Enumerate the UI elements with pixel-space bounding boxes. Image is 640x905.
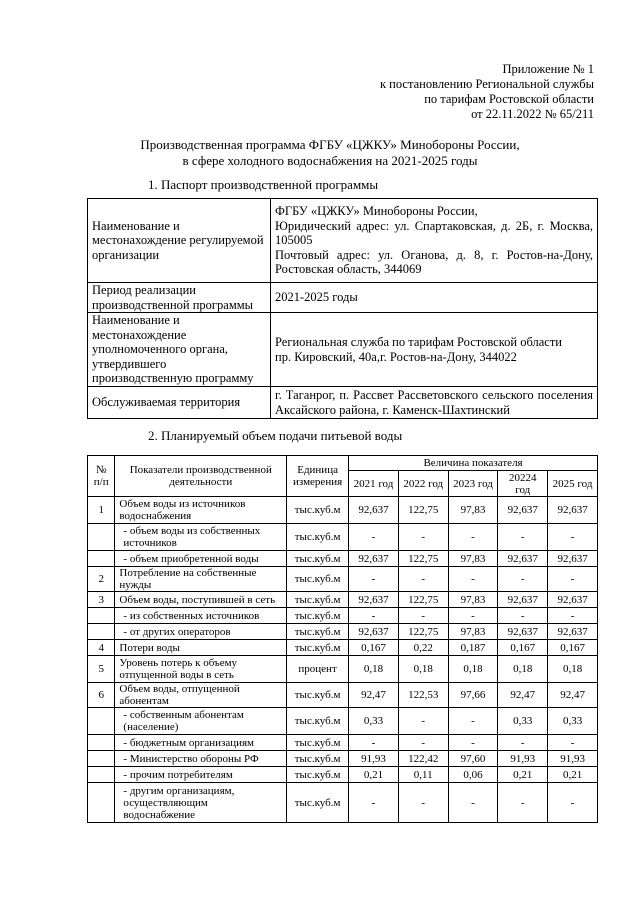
passport-label: Обслуживаемая территория	[88, 387, 271, 419]
passport-table	[87, 198, 598, 419]
row-value: 92,637	[349, 551, 399, 567]
passport-label: Наименование и местонахождение уполномоченного органа, утвердившего производственную программу	[88, 313, 271, 387]
row-unit: тыс.куб.м	[287, 751, 349, 767]
table-row	[88, 567, 598, 592]
table-row	[88, 640, 598, 656]
table-row	[88, 551, 598, 567]
volume-table	[87, 455, 598, 823]
row-value: 0,187	[448, 640, 498, 656]
title-line: в сфере холодного водоснабжения на 2021-2025 годы	[182, 153, 478, 168]
table-row	[88, 783, 598, 823]
row-unit: тыс.куб.м	[287, 683, 349, 708]
row-value: 97,83	[448, 497, 498, 524]
header-unit: Единица измерения	[287, 456, 349, 497]
row-value: 92,637	[349, 624, 399, 640]
row-number	[88, 751, 115, 767]
row-indicator: - Министерство обороны РФ	[115, 751, 287, 767]
row-indicator: - от других операторов	[115, 624, 287, 640]
passport-value	[271, 283, 598, 313]
table-row	[88, 751, 598, 767]
row-number: 4	[88, 640, 115, 656]
row-indicator: - объем воды из собственных источников	[115, 524, 287, 551]
table-row	[88, 624, 598, 640]
row-value: -	[349, 524, 399, 551]
passport-row	[88, 313, 598, 387]
header-values: Величина показателя	[349, 456, 598, 471]
row-value: -	[398, 524, 448, 551]
row-indicator: Объем воды, поступившей в сеть	[115, 592, 287, 608]
row-number	[88, 608, 115, 624]
header-year: 20224 год	[498, 471, 548, 497]
row-value: -	[498, 783, 548, 823]
row-value: 0,18	[548, 656, 598, 683]
row-value: 0,167	[349, 640, 399, 656]
document-title	[60, 137, 600, 169]
header-indicator: Показатели производственной деятельности	[115, 456, 287, 497]
row-indicator: Потребление на собственные нужды	[115, 567, 287, 592]
row-value: 0,18	[448, 656, 498, 683]
row-value: -	[498, 524, 548, 551]
row-number	[88, 708, 115, 735]
appendix-line: Приложение № 1	[502, 62, 594, 76]
row-number	[88, 624, 115, 640]
row-value: 97,66	[448, 683, 498, 708]
row-value: -	[448, 783, 498, 823]
row-value: 92,47	[498, 683, 548, 708]
row-value: 97,83	[448, 624, 498, 640]
row-value: 122,75	[398, 592, 448, 608]
row-unit: тыс.куб.м	[287, 708, 349, 735]
row-value: -	[548, 567, 598, 592]
row-value: 122,42	[398, 751, 448, 767]
row-value: 92,47	[349, 683, 399, 708]
header-year: 2023 год	[448, 471, 498, 497]
passport-value	[271, 387, 598, 419]
row-value: 92,637	[498, 624, 548, 640]
appendix-line: по тарифам Ростовской области	[424, 92, 594, 106]
row-value: 0,18	[498, 656, 548, 683]
passport-value	[271, 313, 598, 387]
table-row	[88, 767, 598, 783]
row-unit: тыс.куб.м	[287, 524, 349, 551]
row-indicator: - другим организациям, осуществляющим водоснабжение	[115, 783, 287, 823]
row-unit: тыс.куб.м	[287, 567, 349, 592]
passport-value-line: пр. Кировский, 40а,г. Ростов-на-Дону, 344022	[275, 349, 517, 364]
row-value: 122,75	[398, 497, 448, 524]
row-value: 0,33	[349, 708, 399, 735]
passport-row	[88, 199, 598, 283]
row-unit: процент	[287, 656, 349, 683]
row-value: -	[398, 708, 448, 735]
row-value: -	[448, 567, 498, 592]
table-row	[88, 592, 598, 608]
row-value: 0,11	[398, 767, 448, 783]
header-year: 2021 год	[349, 471, 399, 497]
row-value: 122,53	[398, 683, 448, 708]
row-unit: тыс.куб.м	[287, 592, 349, 608]
row-value: -	[448, 735, 498, 751]
row-value: 0,18	[398, 656, 448, 683]
row-indicator: Уровень потерь к объему отпущенной воды в сеть	[115, 656, 287, 683]
title-line: Производственная программа ФГБУ «ЦЖКУ» Минобороны России,	[140, 137, 520, 152]
passport-value-line: Юридический адрес: ул. Спартаковская, д. 2Б, г. Москва, 105005	[275, 218, 593, 248]
passport-value	[271, 199, 598, 283]
row-value: 0,167	[548, 640, 598, 656]
row-number	[88, 524, 115, 551]
passport-value-line: Региональная служба по тарифам Ростовской области	[275, 335, 562, 349]
header-year: 2025 год	[548, 471, 598, 497]
row-number: 6	[88, 683, 115, 708]
row-value: 0,33	[548, 708, 598, 735]
row-value: 91,93	[498, 751, 548, 767]
table-row	[88, 708, 598, 735]
row-indicator: Потери воды	[115, 640, 287, 656]
row-value: 92,637	[498, 592, 548, 608]
appendix-line: к постановлению Региональной службы	[379, 77, 594, 91]
row-value: 0,21	[498, 767, 548, 783]
section-heading-passport: 1. Паспорт производственной программы	[148, 177, 379, 192]
passport-row	[88, 387, 598, 419]
passport-value-line: 2021-2025 годы	[275, 290, 358, 305]
row-value: 0,167	[498, 640, 548, 656]
row-value: 0,21	[349, 767, 399, 783]
row-value: 97,83	[448, 551, 498, 567]
row-unit: тыс.куб.м	[287, 497, 349, 524]
row-unit: тыс.куб.м	[287, 640, 349, 656]
table-row	[88, 524, 598, 551]
table-row	[88, 683, 598, 708]
row-value: 92,637	[498, 551, 548, 567]
row-value: -	[398, 608, 448, 624]
row-indicator: - бюджетным организациям	[115, 735, 287, 751]
table-row	[88, 656, 598, 683]
row-value: 91,93	[548, 751, 598, 767]
row-value: -	[548, 608, 598, 624]
row-indicator: - из собственных источников	[115, 608, 287, 624]
row-value: 0,18	[349, 656, 399, 683]
row-unit: тыс.куб.м	[287, 735, 349, 751]
passport-label: Наименование и местонахождение регулируемой организации	[88, 199, 271, 283]
row-value: 122,75	[398, 624, 448, 640]
row-value: 92,637	[349, 592, 399, 608]
row-value: -	[349, 608, 399, 624]
passport-label: Период реализации производственной программы	[88, 283, 271, 313]
row-value: 92,637	[349, 497, 399, 524]
row-value: 92,637	[498, 497, 548, 524]
row-value: 92,637	[548, 497, 598, 524]
row-number: 2	[88, 567, 115, 592]
row-value: 122,75	[398, 551, 448, 567]
row-value: -	[548, 735, 598, 751]
row-number: 5	[88, 656, 115, 683]
row-value: -	[448, 524, 498, 551]
row-value: 0,22	[398, 640, 448, 656]
row-unit: тыс.куб.м	[287, 551, 349, 567]
table-row	[88, 608, 598, 624]
row-value: 92,47	[548, 683, 598, 708]
table-row	[88, 735, 598, 751]
passport-value-line: ФГБУ «ЦЖКУ» Минобороны России,	[275, 204, 478, 219]
row-value: -	[349, 735, 399, 751]
row-unit: тыс.куб.м	[287, 767, 349, 783]
row-value: -	[398, 735, 448, 751]
table-row	[88, 497, 598, 524]
row-value: -	[398, 783, 448, 823]
row-indicator: Объем воды, отпущенной абонентам	[115, 683, 287, 708]
row-indicator: Объем воды из источников водоснабжения	[115, 497, 287, 524]
header-num: № п/п	[88, 456, 115, 497]
row-unit: тыс.куб.м	[287, 624, 349, 640]
passport-row	[88, 283, 598, 313]
passport-value-line: г. Таганрог, п. Рассвет Рассветовского сельского поселения Аксайского района, г. Каменск-Шахтинский	[275, 388, 593, 417]
appendix-line: от 22.11.2022 № 65/211	[471, 107, 594, 121]
row-value: 92,637	[548, 624, 598, 640]
row-value: -	[448, 708, 498, 735]
row-value: 0,21	[548, 767, 598, 783]
row-indicator: - объем приобретенной воды	[115, 551, 287, 567]
row-unit: тыс.куб.м	[287, 783, 349, 823]
row-unit: тыс.куб.м	[287, 608, 349, 624]
row-indicator: - собственным абонентам (население)	[115, 708, 287, 735]
header-year: 2022 год	[398, 471, 448, 497]
row-value: -	[448, 608, 498, 624]
row-value: -	[548, 783, 598, 823]
row-value: 97,60	[448, 751, 498, 767]
row-number	[88, 551, 115, 567]
row-value: -	[498, 608, 548, 624]
row-value: 92,637	[548, 551, 598, 567]
row-number	[88, 783, 115, 823]
row-value: 91,93	[349, 751, 399, 767]
row-value: 0,06	[448, 767, 498, 783]
row-value: -	[398, 567, 448, 592]
row-value: 97,83	[448, 592, 498, 608]
row-value: -	[349, 567, 399, 592]
row-value: -	[498, 735, 548, 751]
row-value: 92,637	[548, 592, 598, 608]
row-value: -	[548, 524, 598, 551]
appendix-block	[380, 62, 594, 122]
row-value: -	[349, 783, 399, 823]
passport-value-line: Почтовый адрес: ул. Оганова, д. 8, г. Ростов-на-Дону, Ростовская область, 344069	[275, 247, 593, 277]
section-heading-volume: 2. Планируемый объем подачи питьевой воды	[148, 428, 403, 443]
row-indicator: - прочим потребителям	[115, 767, 287, 783]
row-value: -	[498, 567, 548, 592]
row-number	[88, 767, 115, 783]
row-number	[88, 735, 115, 751]
row-value: 0,33	[498, 708, 548, 735]
row-number: 1	[88, 497, 115, 524]
row-number: 3	[88, 592, 115, 608]
